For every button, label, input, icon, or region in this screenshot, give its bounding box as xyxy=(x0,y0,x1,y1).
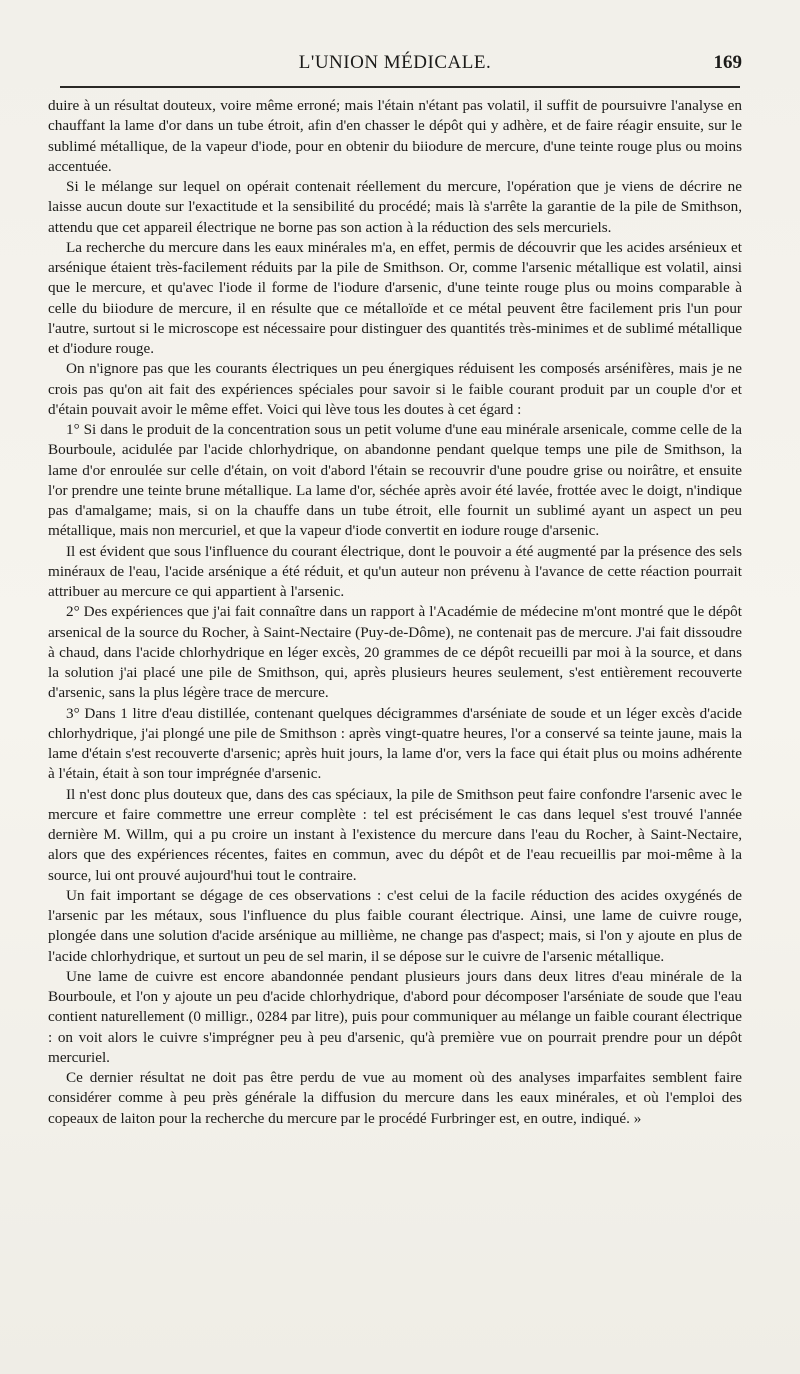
paragraph: Il n'est donc plus douteux que, dans des cas spéciaux, la pile de Smithson peut faire confondre l'arsenic avec le mercure et faire commettre une erreur complète : tel est précisément le cas dans lequel s'est trouvé l'année dernière M. Willm, qui a pu croire un instant à l'existence du mercure dans l'eau du Rocher, à Saint-Nectaire, alors que des expériences récentes, faites en commun, avec du dépôt et de l'eau recueillis par moi-même à la source, lui ont prouvé aujourd'hui tout le contraire. xyxy=(48,785,742,884)
paragraph: Un fait important se dégage de ces observations : c'est celui de la facile réduction des acides oxygénés de l'arsenic par les métaux, sous l'influence du plus faible courant électrique. Ainsi, une lame de cuivre rouge, plongée dans une solution d'acide arsénique au millième, ne change pas d'aspect; mais, si l'on y ajoute en plus de l'acide chlorhydrique, et surtout un peu de sel marin, il se dépose sur le cuivre de l'arsenic métallique. xyxy=(48,886,742,965)
body-text xyxy=(48,96,742,1129)
paragraph: 3° Dans 1 litre d'eau distillée, contenant quelques décigrammes d'arséniate de soude et un léger excès d'acide chlorhydrique, j'ai plongé une pile de Smithson : après vingt-quatre heures, l'or a conservé sa teinte jaune, mais la lame d'étain s'est recouverte d'arsenic; après huit jours, la lame d'or, vers la face qui était plus ou moins adhérente à l'étain, était à son tour imprégnée d'arsenic. xyxy=(48,704,742,783)
paragraph: La recherche du mercure dans les eaux minérales m'a, en effet, permis de découvrir que les acides arsénieux et arsénique étaient très-facilement réduits par la pile de Smithson. Or, comme l'arsenic métallique est volatil, ainsi que le mercure, et qu'avec l'iode il forme de l'iodure d'arsenic, d'une teinte rouge plus ou moins comparable à celle du biiodure de mercure, il en résulte que ce métalloïde et ce métal peuvent être facilement pris l'un pour l'autre, surtout si le microscope est nécessaire pour distinguer des quantités très-minimes et de sublimé métallique et d'iodure rouge. xyxy=(48,238,742,357)
paragraph: Il est évident que sous l'influence du courant électrique, dont le pouvoir a été augmenté par la présence des sels minéraux de l'eau, l'acide arsénique a été réduit, et qu'un auteur non prévenu à l'avance de cette réaction pourrait attribuer au mercure ce qui appartient à l'arsenic. xyxy=(48,542,742,600)
journal-title: L'UNION MÉDICALE. xyxy=(298,52,492,73)
paragraph: 2° Des expériences que j'ai fait connaître dans un rapport à l'Académie de médecine m'ont montré que le dépôt arsenical de la source du Rocher, à Saint-Nectaire (Puy-de-Dôme), ne contenait pas de mercure. J'ai fait dissoudre à chaud, dans l'acide chlorhydrique en léger excès, 20 grammes de ce dépôt recueilli par moi à la source, et dans la solution j'ai placé une pile de Smithson, qui, après plusieurs heures seulement, s'est entièrement recouverte d'arsenic, sans la plus légère trace de mercure. xyxy=(48,603,742,702)
paragraph: Ce dernier résultat ne doit pas être perdu de vue au moment où des analyses imparfaites semblent faire considérer comme à peu près générale la diffusion du mercure dans les eaux minérales, et où l'emploi des copeaux de laiton pour la recherche du mercure par le procédé Furbringer est, en outre, indiqué. » xyxy=(48,1069,742,1127)
paragraph: On n'ignore pas que les courants électriques un peu énergiques réduisent les composés arsénifères, mais je ne crois pas qu'on ait fait des expériences spéciales pour savoir si le faible courant produit par un couple d'or et d'étain pouvait avoir le même effet. Voici qui lève tous les doutes à cet égard : xyxy=(48,360,742,418)
header-rule xyxy=(60,86,740,88)
paragraph: Une lame de cuivre est encore abandonnée pendant plusieurs jours dans deux litres d'eau minérale de la Bourboule, et l'on y ajoute un peu d'acide chlorhydrique, d'abord pour décomposer l'arséniate de soude que l'eau contient naturellement (0 milligr., 0284 par litre), puis pour communiquer au mélange un faible courant électrique : on voit alors le cuivre s'imprégner peu à peu d'arsenic, qu'à première vue on pourrait prendre pour un dépôt mercuriel. xyxy=(48,967,742,1066)
paragraph: Si le mélange sur lequel on opérait contenait réellement du mercure, l'opération que je viens de décrire ne laisse aucun doute sur l'exactitude et la sensibilité du procédé; mais là s'arrête la garantie de la pile de Smithson, attendu que cet appareil électrique ne borne pas son action à la réduction des sels mercuriels. xyxy=(48,178,742,236)
paragraph: duire à un résultat douteux, voire même erroné; mais l'étain n'étant pas volatil, il suffit de poursuivre l'analyse en chauffant la lame d'or dans un tube étroit, afin d'en chasser le dépôt qui y adhère, et de faire réagir ensuite, sur le sublimé métallique, de la vapeur d'iode, pour en obtenir du biiodure de mercure, d'une teinte rouge plus ou moins accentuée. xyxy=(48,97,742,175)
paragraph: 1° Si dans le produit de la concentration sous un petit volume d'une eau minérale arsenicale, comme celle de la Bourboule, acidulée par l'acide chlorhydrique, on abandonne pendant quelque temps une pile de Smithson, la lame d'or enroulée sur celle d'étain, on voit d'abord l'étain se recouvrir d'une poudre grise ou noirâtre, et ensuite l'or prendre une teinte brune métallique. La lame d'or, séchée après avoir été lavée, frottée avec le doigt, n'indique pas d'amalgame; mais, si on la chauffe dans un tube étroit, elle fournit un sublimé ayant un aspect un peu métallique, mais non mercuriel, et que la vapeur d'iode convertit en iodure rouge d'arsenic. xyxy=(48,421,742,540)
page-number: 169 xyxy=(713,52,742,73)
running-head xyxy=(48,52,742,80)
